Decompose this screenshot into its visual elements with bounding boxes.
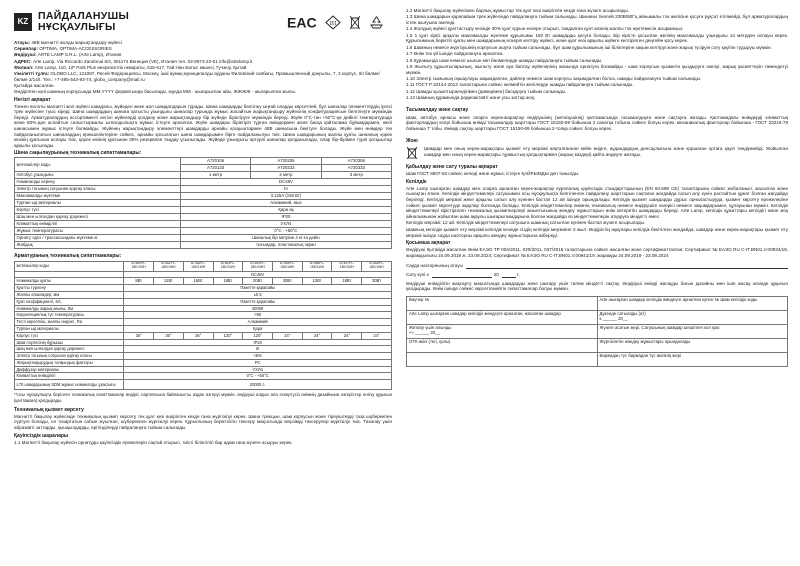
warranty-title: Кепілдік (406, 178, 427, 185)
list-item: 1.8 Құрамында шам немесе шығын көп бөлмелерде шамды пайдалануға тыйым салынады. (406, 57, 603, 63)
meta-branch: Филиал: Arte Lamp, 110, 1/F Park Plus өнеркәсіптік ғимараты, 615-617, Тай Нан Батыс көшесі, Гучжоу, Қытай (14, 64, 247, 70)
header (14, 8, 392, 36)
left-column (14, 8, 392, 560)
service-text: Магнитті бақылау жүйесінде техникалық қызмет көрсету тек қуат кезі өшірілген кезде ғана жүргізілуі керек. Шина трекцын, шам корпусын және тіреуіштерді таза шүберекпен сүртуге болады, ол тазартатын сабын жуылған, шүберекпен жүргізілуі керек. Құрылғының беріктілігін тексеру мақсатында мерзімді тексерулер жүргізілуі тиіс. Тазалау үшін абразивті заттарды, қышқылдарды, ерітінділерді пайдалануға тыйым салынады. (14, 413, 392, 431)
table-row: Климаттық өнімділігі 0°С - +50°С (15, 373, 392, 380)
sale-date-line[interactable] (432, 273, 492, 278)
sale-text: Шам ГОСТ 8607-82 сәйкес келеді және жұмыс істеуге ҚАЙРЫМДЫ деп танылды. (406, 171, 580, 177)
language-badge: KZ (14, 13, 32, 31)
list-item: 1.11 ГОСТ Р 32144-2013 талаптарына сәйкес келмейтін желілерде шамды пайдалануға тыйым салынады. (406, 82, 634, 88)
trade-org-field[interactable]: Сауда насғорнының атауы (406, 263, 788, 269)
table-row: Номиналды кернеу DC48V (15, 179, 392, 186)
meta-date: Өндірілген күні шамның корпусында ММ.YYYY форматында басылады, мұнда ММ - шығарылған айы, ЖЖЖЖ - шығарылған жылы. (14, 88, 297, 94)
table-row: Корпус түсі 36° 36° 36° 120° 120° 24° 24° 24° 24° (15, 332, 392, 339)
table-row: Ваучер № Arte шығарған шамдар кепілдік жөндеуге арналған купон № Шам кепілдік коды (407, 296, 788, 310)
table-row: Тесті көрсеткіш, жалпы индекс, Ra Алюминий (15, 319, 392, 326)
fixture-specs-table (14, 261, 392, 391)
meta-name: Атауы: 48В магнитті жолды жарықтандыру жүйесі (14, 40, 122, 45)
warranty-period: Кепілдік мерзімі: 12 ай. Кепілдік міндеттемелері сатушыға шамның сатылған күнінен бастап жүзеге асырылады. (406, 220, 646, 226)
table-row: A720133 A720233 A720333 (15, 165, 392, 172)
disclaimer: Өндіруші өнімділігін жақсарту мақсатында шамдарды жеке шығару үшін төлем міндетті сақтау. Өндіруші өнімді жасауды бағын дизайны мен ішін жасау кезінде құқығын қалдырады. Өнім ішінде сәйкес көрсетілмейтін сипаттамалар болуы мүмкін. (406, 280, 788, 292)
general-title: Негізгі ақпарат (14, 96, 51, 103)
table-row: Номиналды қуаты 8Вт 12Вт 16Вт 18Вт 20Вт 30Вт 12Вт 18Вт 30Вт (15, 278, 392, 285)
table-row: Номиналды жарық ағыны, Лм 4000К (15, 305, 392, 312)
table-row: ОТК өкілі (тегі, қолы) Жүргізілетін жөндеу жұмыстары орындалады (407, 338, 788, 352)
warranty-text: Arte Lamp шығарған шамдар мен оларға арналған керек-жарақтар еуропалық қауіпсіздік стандарттарының (EN 60.598 СЕ) талаптарына сәйкес жобаланып, жасалған және сынақтан өткен. Кепілдік міндеттемелері сатушымен осы нұсқаулықта белгіленген пайдалану шарттарын сақтаған жағдайда сатып алу күнін растайтын құжат болған жағдайда беріледі. Кепілдік мерзімі жеке арқылы сатып алу күнінен бастап 12 ай ішінде орындалады. Кепілдік қызмет шамдарды дұрыс орналастыруда, қызмет көрсету ережелеріне сәйкес қызмет көрсетуде ақаулар болғанда болады. Кепілдік міндеттемелер өнімнің техникалық немесе өндірушіге өзгерісі немесе зақымдарымен, құлауынан мүмкін. Кепілдік міндеттемелері кірістірілген техникалық қызметкерлері жиынтығының жөндеу жұмыстарын өнім көтеретін шамдарды береді. Arte Lamp, кепілдік құжаттары кепілдігі және жоқ айналымынан жойылған шам ақаулы шығарылымдарына болған жағдайда өз міндеттемелерін атқаруға міндетті емес. (406, 185, 788, 219)
table-row: Қуат коэффициенті, K/L Пакетте қарапайы (15, 298, 392, 305)
table-row: жетекшілер коды A720106 A720206 A720306 (15, 158, 392, 165)
table1-title: Шина саңылаурының техникалық сипаттамалары: (14, 150, 142, 157)
table-row: Жұмыс температурасы 0°С - +50°С (15, 228, 392, 235)
meta-origin: Қытайда жасалған. (14, 82, 55, 88)
table-row: Автобус ұзындығы 1 метр 2 метр 3 метр (15, 172, 392, 179)
list-item: 1.3 Шина шамдарын қарапайым трек жүйесінде пайдалануға тыйым салынады. Шинаны тікелей 230В/50Гц айнымалы ток желісіне қосуға рұқсат етілмейді, бұл арматуралардың істен шығуына әкеледі. (406, 14, 788, 25)
table-row: Орнату әдісі / трассасындағы жүктеме кг. Шиналық бір метріне 4 кг-ға дейін (15, 235, 392, 242)
transport-title: Тасымалдау және сақтау (406, 107, 469, 114)
list-item: 1.5 1 қуат кірісі арқылы максималды жүктеме құрылымы 150 Вт шамдарды қосуға болады. Бір кірісте қосылған желінің максималды ұзындығы 14 метрден аспауы керек. Құрылымның беріктігі қуаты мен шамдарының ескеріп келтіру жүйесі, және қуат көзі арқылы жүйеге келтірілген деңгейін қосу керек. (406, 32, 788, 44)
table-row: Жабдық тығындар, пластикалық экран (15, 242, 392, 249)
svg-text:EAC: EAC (287, 15, 317, 29)
list-item: 1.13 Шамның құрамында радиоактивті және улы заттар жоқ. (406, 95, 536, 101)
extra-text: Өндіруші Қытайда жасалған Өнім ЕАЭО ТР 004/2011, 020/2011, 037/2016 талаптарына сәйкес жасалған және сертификатталған: Сертификат № ЕАЭО RU С-IT.BN01.V.00934/19, жарамдылығы 24.09.2019 ж. 23.09.2024; Сертификат № ЕАЭО RU С-IT.BN01.V.00941/19, жарамды 24.09.2019 - 23.09.2024 (406, 247, 788, 258)
table-row: Биржадан түс биржадан түс өкілінің жері (407, 352, 788, 366)
recycle-bin-icon (349, 15, 361, 30)
disposal-text: Шамдар мен оның керек-жарақтары қызмет ету мерзімі аяқталғаннан кейін өңірге, аудандардың денсаулығына және қоршаған ортаға қауіп төндірмейді. Жойылған шамдар мен оның керек-жарақтары тұрмыстық қалдықтармен (жарық көздері) қайта өндеуге жатады. (424, 146, 788, 158)
table2-title: Арматураның техникалық сипаттамалары: (14, 253, 122, 260)
list-item: 1.2 Магнитті бақылау жүйесімен барлық жұмыстар тек қуат көзі өшірілген кезде ғана жүзеге асырылады. (406, 8, 630, 13)
table-row: Турпан ыд материалы Қара (15, 325, 392, 332)
meta-manufacturer: Өндіруші: ARTE LAMP S.R.L. (Arte Lamp), Италия (14, 52, 122, 58)
disposal-title: Жою (406, 138, 418, 145)
safety-item-1: 1.1 Магнитті бақылау жүйесін орнатуды қауіпсіздік ережелерін сақтай отырып, тиісті біліктілігі бар адам ғана жүзеге асыруы керек. (14, 439, 293, 445)
list-item: 1.10 Электр сымының оқшаулауы зақымдалған, дайлер немесе шам корпусы зақымдалған болса, шамды пайдалануға тыйым салынады. (406, 75, 702, 81)
right-column (406, 8, 788, 560)
certification-marks (287, 15, 392, 30)
table-row: Қуатты түрлену Пакетте қарапайы (15, 285, 392, 292)
table-row: Arte Lamp шығарған шамдар кепілдік жөндеуге арналған, жасалған шамдар Дүкенде сатылады (ат) к ______ 20__ (407, 310, 788, 324)
eac-mark-icon (287, 15, 317, 29)
table-row: Шаң мен ылғалдан қорғау дәрежесі IP20 (15, 214, 392, 221)
table-row: жетекшілер коды A7460PL-18K/1WH A7461PL-18K/1WH A7462PL-18K/1WH A7463PL-18K/1WH A7464PL-18K/1WH A7465PL-18K/1WH A7466PL-18K/1WH A7467PL-18K/1WH A7468PL-18K/1WH (15, 261, 392, 271)
list-item: 1.6 Шамның немесе жүргізушінің корпусын ашуға тыйым салынады, бұл шам құрылымының іші біліктеріне зақым келтіруі және жарық түсіруін соғу қауіпін тудыруы мүмкін. (406, 44, 772, 50)
product-meta (14, 40, 392, 95)
table-row: Максималды жүктеме 3.125А (150 Вт) (15, 193, 392, 200)
meta-authorized: Уәкілетті тұлға: GLOBO LLC, 121087, Ресей Федерациясы, Мәскеу, ішкі аумақ муниципалды ауданы Филевский саябағы, Промышленный даңғылы, 7, 3 корпус, II/I бөлме/бөлме 2/14/I. Тел.: +7-495-543-93-74, globo_company@mail.ru (14, 70, 380, 82)
list-item: 1.7 Өнім тек үй ішінде пайдалануға арналған. (406, 51, 504, 57)
service-title: Техникалық қызмет көрсету (14, 406, 84, 413)
table-row: Шаң мен ылғалдан қорғау дәрежесі III (15, 346, 392, 353)
general-text: Тонкен волоты магнитті жол жүйесі шамдалы, жүйеден жеке жол шамдалдарын турады. Шина шамдарды белгілеу ыңғай оларды көрсетпей, бұл шиналар элементтердің іргесі трек жүйесіне туыс кіреді. Шина шамдардың шинаға қатысты ұзындығы шиналар турында жұмыс жасайтын жарықтандыру жүйесінің конфигурациясын белгілеуге мүмкіндік береді. Арматуралардың ассортименті негізгі жүйелерді қолдану және жарықтандыру бір жүйеде біріктіруге мүмкіндік береді. Жүйе 0°C-тан +50°C-қа дейінгі температурада және 80%-дан аспайтын салыстырмалы ылғалдылықта жұмыс істеуге арналған. Жүйе шамдары біріктіріп тұрған өнімдермен және басқа қайталама бұйымдармен, желі шинасымен жұмыс істеуге болмайды. Жүйенің жарықтандыру элементтері шамдарды арнайы қосқыштармен 48В шинасына бекітуге болады. Жүйе мен өнімдер тек пайдаланылатын шиналардың ерекшеліктеріне сәйкес, арнайы қосылатын шина шамдарымен бірге пайдаланылуы тиіс. Шина шамдарының жалпы қуаты шинаның қорек көзінің қуатынан аспауы тиіс, қорек көзінің қуатынан 30% резервпен таңдау ұсынылады. Жүйеде ұзындығы әртүрлі шиналар қолданылады, олар бір-бірімен түрлі қосқыштар арқылы қосылады. (14, 103, 392, 148)
table-row: Климаттық өнімділігі УХЛ4 (15, 221, 392, 228)
busbar-specs-table (14, 157, 392, 249)
extra-title: Қосымша ақпарат (406, 240, 451, 247)
table-row: DC48V (15, 271, 392, 278)
sale-date-field[interactable]: Сату күні к 20 ғ. (406, 272, 520, 278)
svg-text:III: III (329, 19, 337, 27)
crossed-bin-icon (406, 146, 420, 162)
table-row: Жарықтандырудың толқындық факторы PC (15, 359, 392, 366)
table-row: Шам сәулесінің бұрышы IP20 (15, 339, 392, 346)
table-row: Электр тоғының соғуынан қорғау класы <5% (15, 353, 392, 360)
table-row: Электр тоғының соғуынан қорғау класы III (15, 186, 392, 193)
table-row: Жеткізу үшін алынды «» ______ 20__ Жүзеге асатын жері, Сатушының шамдар шешілген кол қою (407, 324, 788, 338)
meta-address: АДРЕС: Arte Lamp, Via Riccardo Zandonai 6/4, 301174 Венеция (VE), Италия тел. 02-8973-22-51 info@artelamp.it (14, 58, 253, 64)
safety-title: Қауіпсіздік шаралары (14, 432, 69, 439)
recycle-arrows-icon (369, 15, 384, 30)
class-iii-icon (325, 15, 341, 30)
safety-list (406, 8, 788, 101)
page-title: ПАЙДАЛАНУШЫ НҰСҚАУЛЫҒЫ (38, 9, 130, 33)
footnote: **осы нұсқаулықта берілген техникалық сипаттамалар өндіріс партиясына байланысты аздап өзгеруі мүмкін, өндіруші алдын ала ескертусіз өнімнің дизайнына өзгерістер енгізу құқығын (қалтамаға) қалдырады. (14, 392, 392, 403)
table-row: Жалпы өлшемдер, мм ±0.5 (15, 291, 392, 298)
table-row: Корпус түсі Қара ақ (15, 207, 392, 214)
list-item: 1.12 Шамды қызыптыраендігімен (димерімен) басқаруға тыйым салынады. (406, 88, 567, 94)
warranty-note: Шамның кепілдік қызмет ету мерзімі кепілдік кезінде сіздің кепілдік мерзіміне 3 жыл. Өндірістің ақаулары кепілдік бекітілген жағдайда, шамдар және керек-жарақтары қызмет ету мерзімі ішінде сауда насігорны арқылы жөндеу жұмыстарына жібереді. (406, 226, 788, 238)
disposal-row (406, 146, 788, 162)
sale-year-line[interactable] (502, 273, 516, 278)
table-row: Диффузор материалы УХЛ4 (15, 366, 392, 373)
list-item: 1.9 Жылыту құрылғыларының, жылыту және ауа баптау жүйелерінің жанында орнатуға болмайды - шам корпусын қызметін қыздыруға әкелуі, жарық қасиеттерін төмендетуі мүмкін. (406, 63, 788, 75)
meta-series: Сериялар: OPTIMA, OPTIMA-ACCESSORIES (14, 46, 112, 52)
table-row: Корреляциялық түс температурасы >90 (15, 312, 392, 319)
table-row: Турпан ыд материалы Алюминий, мыс (15, 200, 392, 207)
trade-org-line[interactable] (466, 264, 788, 269)
list-item: 1.4 Жолдың жүйесі қуаттастыру кезінде 30% қуат қорын ескере отырып, тандалған қуат көзінің жалпы ток жүктемесін асырмаңыз. (406, 26, 684, 32)
transport-text: Шам, автобус арнасы және оларға керек-жарақтар өндірушінің (жеткізушінің) қаптамасында тасымалдауға және сақтауға жатады. Қаптамадағы өнімдерді климаттық факторлардың әсері бойынша өнімді тасымалдау шарттары ГОСТ 15150-69 бойынша 2 санатқа тобына сәйкес болуы керек. механикалық факторлар бойынша - ГОСТ 23216-78 бойынша Т тобы. Өнімді сақтау шарттары ГОСТ 15150-69 бойынша 2-топқа сәйкес болуы керек. (406, 114, 788, 131)
warranty-coupon (406, 296, 788, 367)
sale-title: Қабылдау және сату туралы ақпарат (406, 164, 498, 171)
table-row: L70 шамдарының SDM жұмыс номиналды ұзақтығы 20000 с. (15, 380, 392, 390)
